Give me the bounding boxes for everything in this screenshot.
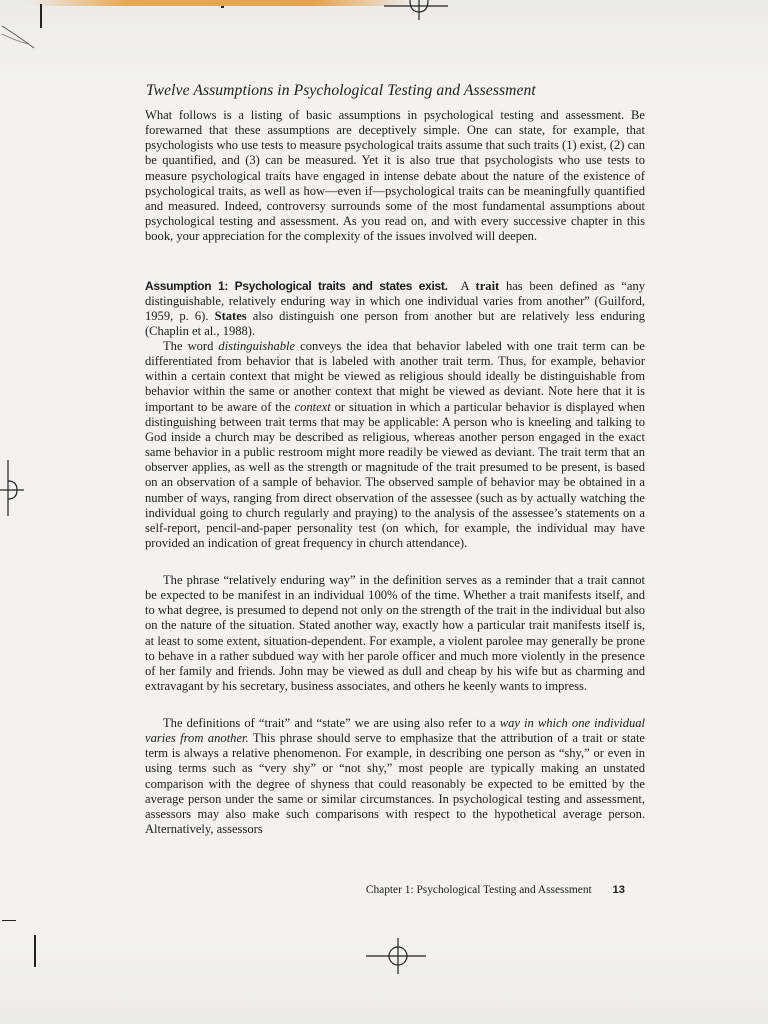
term-states: States	[214, 309, 247, 324]
crop-mark-left-dash	[2, 920, 16, 921]
intro-paragraph: What follows is a listing of basic assumptions in psychological testing and assessment. Be forewarned that these assumptions are deceptively simple. One can state, for example, that psychologists who use tests to measure psychological traits assume that such traits (1) exist, (2) can be quantified, and (3) can be measured. Yet it is also true that psychologists who use tests to measure psychological traits have engaged in intense debate about the nature of the existence of psychological traits, as well as how—even if—psychological traits can be meaningfully quantified and measured. Indeed, controversy surrounds some of the most fundamental assumptions about psychological testing and assessment. As you read on, and with every successive chapter in this book, your appreciation for the complexity of the issues involved will deepen.	[145, 108, 645, 244]
para4-text-b: This phrase should serve to emphasize that the attribution of a trait or state term is always a relative phenomenon. For example, in describing one person as “shy,” or even in using terms such as “very shy” or “not shy,” most people are typically making an unstated comparison with the degree of shyness that could reasonably be expected to be emitted by the average person under the same or similar circumstances. In psychological testing and assessment, assessors may also make such comparisons with respect to the hypothetical average person. Alternatively, assessors	[145, 731, 645, 837]
crop-mark-top-left	[40, 4, 42, 28]
top-edge-stain	[30, 0, 410, 6]
page-number: 13	[612, 884, 625, 896]
registration-mark-top-icon	[382, 0, 452, 22]
assumption-1-text-b: has been defined as “any distinguishable, relatively enduring way in which one individual varies from another” (Guilford, 1959, p. 6).	[145, 279, 646, 324]
para2-text-a: The word	[163, 339, 214, 353]
crop-mark-top-dash	[221, 6, 224, 8]
emphasis-distinguishable: distinguishable	[218, 339, 296, 353]
registration-mark-bottom-icon	[366, 938, 430, 974]
emphasis-way-varies: way in which one individual varies from another.	[145, 716, 646, 746]
running-head: Chapter 1: Psychological Testing and Assessment	[365, 884, 592, 896]
para2-text-c: or situation in which a particular behavior is displayed when distinguishing between trait terms that may be applicable: A person who is kneeling and talking to God inside a church may be described as religious, whereas another person engaged in the exact same behavior in a public restroom might more readily be viewed as deviant. The trait term that an observer applies, as well as the strength or magnitude of the trait presumed to be present, is based on an observation of a sample of behavior. The observed sample of behavior may be obtained in a number of ways, ranging from direct observation of the assessee (such as by actually watching the individual going to church regularly and praying) to the analysis of the assessee’s statements on a self-report, pencil-and-paper personality test (on which, for example, the individual may have provided an indication of great frequency in church attendance).	[145, 399, 646, 551]
distinguishable-paragraph	[145, 339, 645, 551]
page-footer	[366, 884, 625, 896]
assumption-1-text-c: also distinguish one person from another but are relatively less enduring (Chaplin et al., 1988).	[145, 309, 645, 339]
left-page-curl-icon	[0, 22, 40, 52]
relatively-enduring-paragraph: The phrase “relatively enduring way” in the definition serves as a reminder that a trait cannot be expected to be manifest in an individual 100% of the time. Whether a trait manifests itself, and to what degree, is presumed to depend not only on the strength of the trait in the individual but also on the nature of the situation. Stated another way, exactly how a particular trait manifests itself is, at least to some extent, situation-dependent. For example, a violent parolee may generally be prone to behave in a rather subdued way with her parole officer and much more violently in the presence of her family and friends. John may be viewed as dull and cheap by his wife but as charming and extravagant by his secretary, business associates, and others he keenly wants to impress.	[145, 573, 645, 694]
assumption-1-heading: Assumption 1: Psychological traits and states exist.	[145, 279, 448, 293]
registration-mark-left-icon	[0, 460, 30, 520]
emphasis-context: context	[294, 399, 331, 414]
section-title: Twelve Assumptions in Psychological Testing and Assessment	[146, 82, 536, 99]
para2-text-b: conveys the idea that behavior labeled with one trait term can be differentiated from behavior that is labeled with another trait term. Thus, for example, behavior within a certain context that might be viewed as religious should ideally be distinguishable from behavior within the same or another context that might be viewed as deviant. Note here that it is important to be aware of the	[145, 339, 645, 414]
para4-text-a: The definitions of “trait” and “state” we are using also refer to a	[163, 716, 496, 730]
term-trait: trait	[475, 279, 500, 293]
definitions-paragraph	[145, 716, 645, 837]
assumption-1-text-a: A	[460, 279, 469, 293]
crop-mark-bottom-left	[34, 935, 36, 967]
assumption-1-paragraph	[145, 279, 645, 340]
